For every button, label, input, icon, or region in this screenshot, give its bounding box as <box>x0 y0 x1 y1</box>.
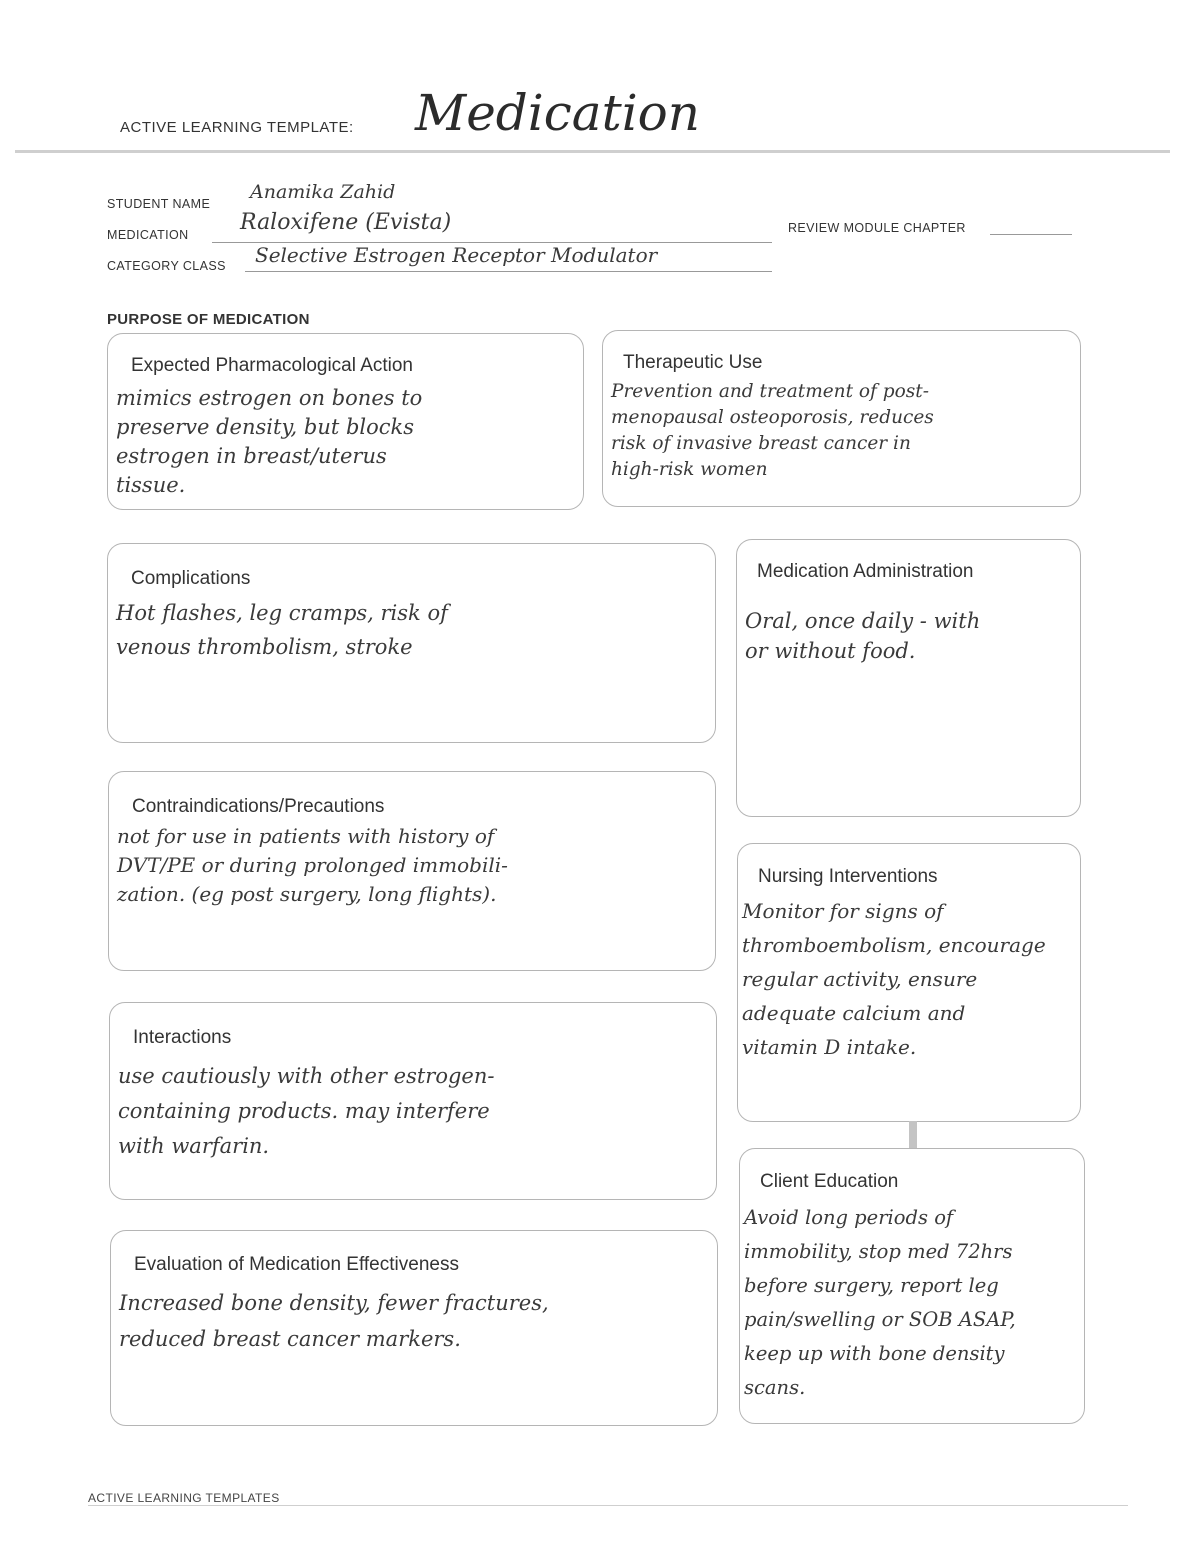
complications-text[interactable]: Hot flashes, leg cramps, risk of venous thrombolism, stroke <box>116 601 448 659</box>
student-name-value[interactable]: Anamika Zahid <box>250 181 396 203</box>
evaluation-box <box>110 1230 718 1426</box>
category-class-value[interactable]: Selective Estrogen Receptor Modulator <box>255 243 658 267</box>
expected-action-text[interactable]: mimics estrogen on bones to preserve density, but blocks estrogen in breast/uterus tissue. <box>116 386 423 497</box>
therapeutic-use-title: Therapeutic Use <box>623 352 763 373</box>
administration-box <box>736 539 1081 817</box>
interactions-title: Interactions <box>133 1027 232 1048</box>
medication-value[interactable]: Raloxifene (Evista) <box>240 210 452 235</box>
review-module-underline[interactable] <box>990 234 1072 235</box>
client-education-title: Client Education <box>760 1171 899 1192</box>
administration-text[interactable]: Oral, once daily - with or without food. <box>745 609 981 663</box>
expected-action-box <box>107 333 584 510</box>
complications-box <box>107 543 716 743</box>
contraindications-text[interactable]: not for use in patients with history of DVT/PE or during prolonged immobili- zation. (eg post surgery, long flights). <box>117 824 508 906</box>
category-class-label: CATEGORY CLASS <box>107 259 226 273</box>
therapeutic-use-box <box>602 330 1081 507</box>
contraindications-box <box>108 771 716 971</box>
nursing-interventions-title: Nursing Interventions <box>758 866 938 887</box>
student-name-label: STUDENT NAME <box>107 197 211 211</box>
box-connector <box>909 1121 917 1149</box>
header-divider <box>15 150 1170 153</box>
review-module-label: REVIEW MODULE CHAPTER <box>788 221 966 235</box>
interactions-text[interactable]: use cautiously with other estrogen- containing products. may interfere with warfarin. <box>118 1064 495 1158</box>
complications-title: Complications <box>131 568 251 589</box>
nursing-interventions-text[interactable]: Monitor for signs of thromboembolism, encourage regular activity, ensure adequate calcium and vitamin D intake. <box>742 899 1046 1059</box>
category-class-underline <box>245 271 772 272</box>
client-education-text[interactable]: Avoid long periods of immobility, stop med 72hrs before surgery, report leg pain/swelling or SOB ASAP, keep up with bone density scans. <box>744 1206 1016 1399</box>
contraindications-title: Contraindications/Precautions <box>132 796 385 817</box>
footer-label: ACTIVE LEARNING TEMPLATES <box>88 1491 280 1505</box>
nursing-interventions-box <box>737 843 1081 1122</box>
footer-divider <box>88 1505 1128 1506</box>
administration-title: Medication Administration <box>757 561 974 582</box>
template-title: Medication <box>415 84 700 142</box>
interactions-box <box>109 1002 717 1200</box>
purpose-heading: PURPOSE OF MEDICATION <box>107 311 310 328</box>
template-label: ACTIVE LEARNING TEMPLATE: <box>120 119 354 136</box>
evaluation-title: Evaluation of Medication Effectiveness <box>134 1254 459 1275</box>
medication-label: MEDICATION <box>107 228 189 242</box>
evaluation-text[interactable]: Increased bone density, fewer fractures, reduced breast cancer markers. <box>119 1291 549 1351</box>
client-education-box <box>739 1148 1085 1424</box>
expected-action-title: Expected Pharmacological Action <box>131 355 413 376</box>
therapeutic-use-text[interactable]: Prevention and treatment of post- menopausal osteoporosis, reduces risk of invasive breast cancer in high-risk women <box>611 381 934 480</box>
